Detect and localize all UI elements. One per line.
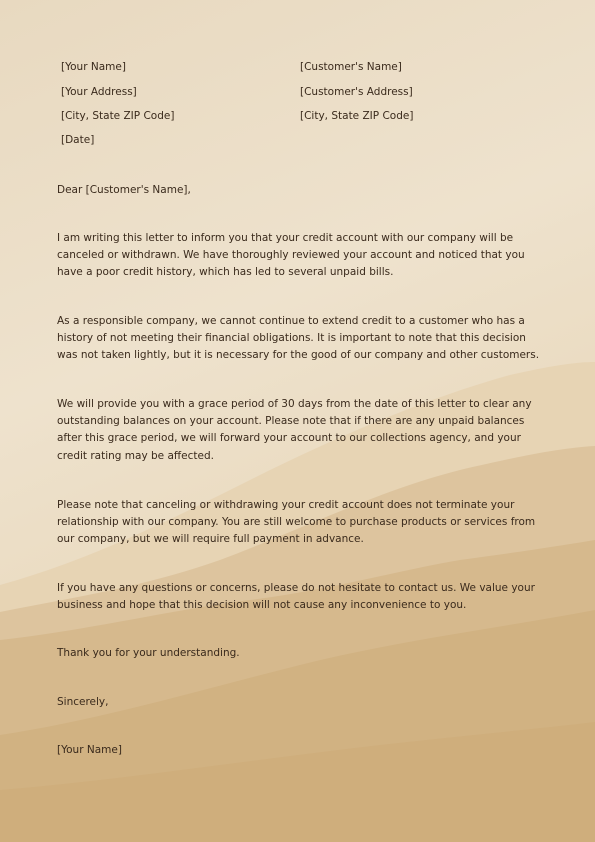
recipient-address: [Customer's Address]: [300, 86, 413, 98]
recipient-city: [City, State ZIP Code]: [300, 110, 414, 122]
paragraph-1: I am writing this letter to inform you that your credit account with our company will be canceled or withdrawn. We have thoroughly reviewed your account and noticed that you have a poor credit history, which has led to several unpaid bills.: [57, 232, 525, 279]
sender-name: [Your Name]: [61, 61, 126, 73]
sender-city: [City, State ZIP Code]: [61, 110, 175, 122]
thanks-line: Thank you for your understanding.: [57, 647, 240, 659]
salutation: Dear [Customer's Name],: [57, 184, 191, 196]
paragraph-4: Please note that canceling or withdrawing your credit account does not terminate your relationship with our company. You are still welcome to purchase products or services from our company, but we will require full payment in advance.: [57, 499, 536, 546]
paragraph-5: If you have any questions or concerns, please do not hesitate to contact us. We value your business and hope that this decision will not cause any inconvenience to you.: [57, 582, 535, 612]
signature: [Your Name]: [57, 744, 122, 756]
letter-date: [Date]: [61, 134, 95, 146]
paragraph-3: We will provide you with a grace period of 30 days from the date of this letter to clear any outstanding balances on your account. Please note that if there are any unpaid balances after this grace period, we will forward your account to our collections agency, and your credit rating may be affected.: [57, 398, 532, 462]
closing: Sincerely,: [57, 696, 109, 708]
recipient-name: [Customer's Name]: [300, 61, 402, 73]
sender-address: [Your Address]: [61, 86, 137, 98]
paragraph-2: As a responsible company, we cannot continue to extend credit to a customer who has a history of not meeting their financial obligations. It is important to note that this decision was not taken lightly, but it is necessary for the good of our company and other customers.: [57, 315, 540, 362]
